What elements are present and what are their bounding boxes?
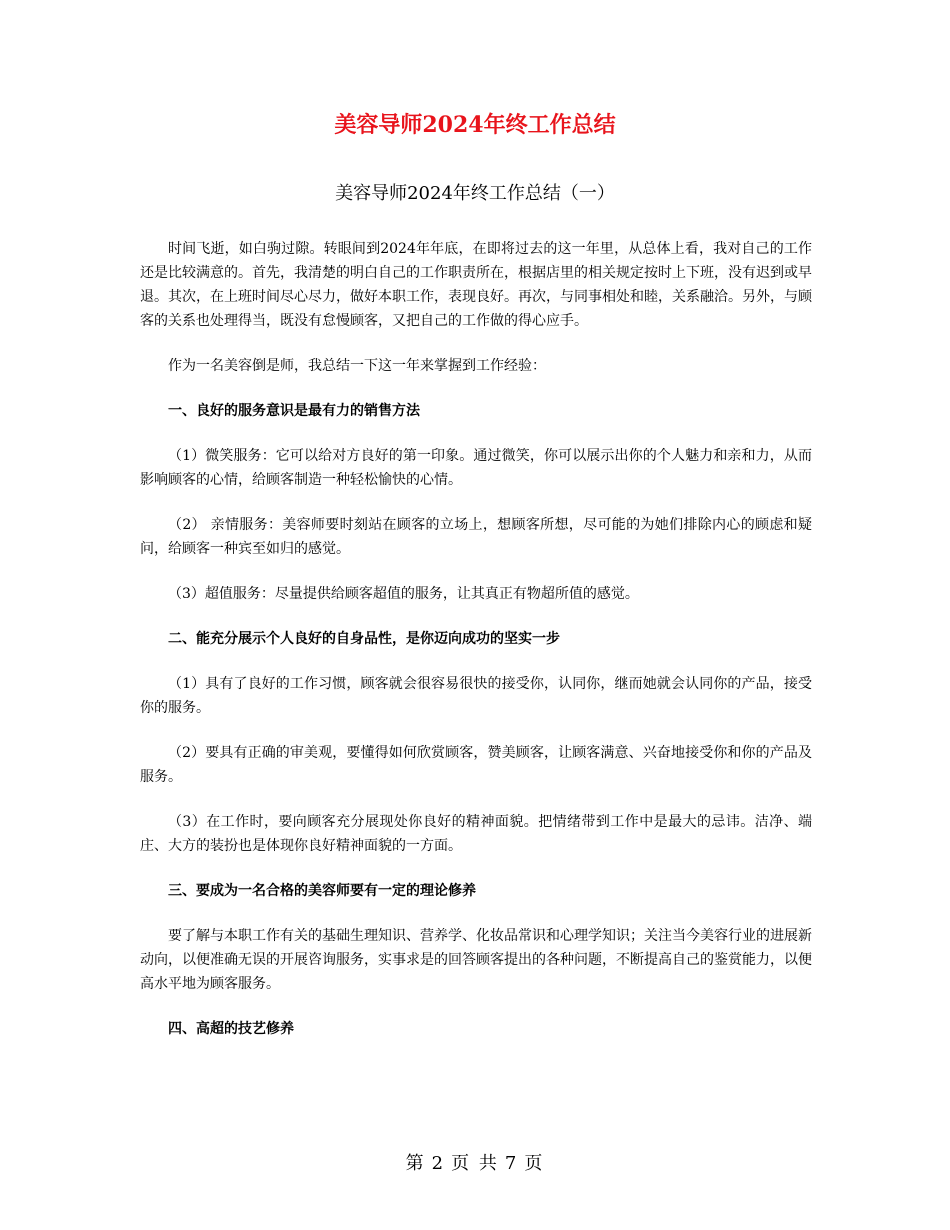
paragraph: （2） 亲情服务：美容师要时刻站在顾客的立场上，想顾客所想，尽可能的为她们排除内心的顾虑和疑问，给顾客一种宾至如归的感觉。: [140, 517, 812, 557]
total-page-number: 7: [504, 1153, 519, 1174]
paragraph: （2）要具有正确的审美观，要懂得如何欣赏顾客，赞美顾客，让顾客满意、兴奋地接受你和你的产品及服务。: [140, 745, 812, 785]
page-number-footer: [0, 1150, 950, 1178]
document-title: 美容导师2024年终工作总结: [334, 112, 616, 138]
document-body: [140, 237, 812, 1062]
paragraph: （3）在工作时，要向顾客充分展现处你良好的精神面貌。把情绪带到工作中是最大的忌讳。洁净、端庄、大方的装扮也是体现你良好精神面貌的一方面。: [140, 814, 812, 854]
paragraph: 要了解与本职工作有关的基础生理知识、营养学、化妆品常识和心理学知识；关注当今美容行业的进展新动向，以便准确无误的开展咨询服务，实事求是的回答顾客提出的各种问题，不断提高自己的鉴赏能力，以便高水平地为顾客服务。: [140, 928, 812, 992]
paragraph: （3）超值服务：尽量提供给顾客超值的服务，让其真正有物超所值的感觉。: [168, 586, 639, 602]
page-middle: 页 共: [451, 1153, 499, 1174]
section-heading: 四、高超的技艺修养: [168, 1021, 294, 1037]
section-heading: 三、要成为一名合格的美容师要有一定的理论修养: [168, 883, 476, 899]
document-subtitle: 美容导师2024年终工作总结（一）: [335, 183, 615, 204]
paragraph: 作为一名美容倒是师，我总结一下这一年来掌握到工作经验：: [168, 358, 546, 374]
paragraph: （1）微笑服务：它可以给对方良好的第一印象。通过微笑，你可以展示出你的个人魅力和亲和力，从而影响顾客的心情，给顾客制造一种轻松愉快的心情。: [140, 448, 812, 488]
current-page-number: 2: [431, 1153, 446, 1174]
paragraph: （1）具有了良好的工作习惯，顾客就会很容易很快的接受你，认同你，继而她就会认同你的产品，接受你的服务。: [140, 676, 812, 716]
section-heading: 二、能充分展示个人良好的自身品性，是你迈向成功的坚实一步: [168, 631, 560, 647]
paragraph: 时间飞逝，如白驹过隙。转眼间到2024年年底，在即将过去的这一年里，从总体上看，我对自己的工作还是比较满意的。首先，我清楚的明白自己的工作职责所在，根据店里的相关规定按时上下班，没有迟到或早退。其次，在上班时间尽心尽力，做好本职工作，表现良好。再次，与同事相处和睦，关系融洽。另外，与顾客的关系也处理得当，既没有怠慢顾客，又把自己的工作做的得心应手。: [140, 241, 812, 329]
section-heading: 一、良好的服务意识是最有力的销售方法: [168, 403, 420, 419]
page-suffix: 页: [524, 1153, 545, 1174]
page-prefix: 第: [405, 1153, 426, 1174]
